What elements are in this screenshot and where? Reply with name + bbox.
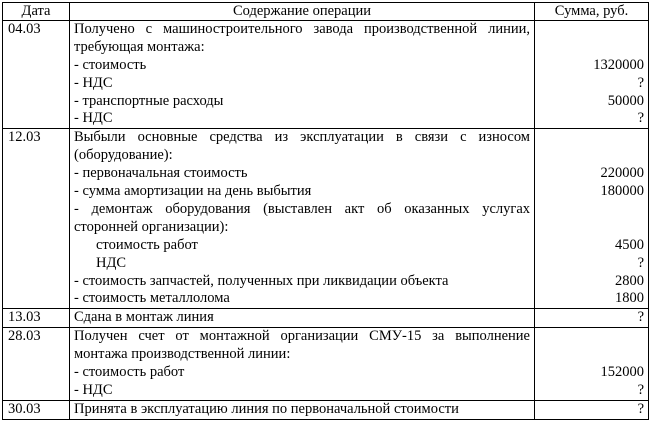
sum-value: ? bbox=[637, 74, 644, 91]
description-line: - стоимость металлолома bbox=[74, 290, 230, 307]
sum-spacer bbox=[535, 21, 644, 39]
table-row bbox=[3, 309, 649, 328]
description-line: - НДС bbox=[74, 381, 113, 398]
description-line: - стоимость bbox=[74, 56, 147, 73]
sum-value: ? bbox=[637, 400, 644, 417]
date-text: 30.03 bbox=[8, 400, 41, 417]
sum-value bbox=[535, 346, 644, 364]
operation-date bbox=[3, 129, 70, 309]
operation-date bbox=[3, 309, 70, 328]
description-line: Получен счет от монтажной организации СМУ-15 за выполнение монтажа производственной линии: bbox=[74, 328, 530, 363]
table-header-row bbox=[3, 3, 649, 21]
sum-value: 220000 bbox=[600, 165, 644, 182]
sum-value bbox=[535, 147, 644, 165]
operations-table bbox=[2, 2, 649, 420]
sum-value: 152000 bbox=[600, 364, 644, 381]
table-row bbox=[3, 328, 649, 401]
description-line: НДС bbox=[96, 254, 127, 271]
description-line: - транспортные расходы bbox=[74, 92, 224, 109]
description-line: Принята в эксплуатацию линия по первоначальной стоимости bbox=[74, 400, 459, 417]
operation-date bbox=[3, 400, 70, 419]
operation-sum bbox=[535, 309, 649, 328]
operation-date bbox=[3, 328, 70, 401]
operation-description bbox=[70, 328, 535, 401]
description-line: - НДС bbox=[74, 74, 113, 91]
table-row bbox=[3, 21, 649, 129]
sum-value: 1320000 bbox=[593, 56, 644, 73]
description-line: Сдана в монтаж линия bbox=[74, 309, 214, 326]
date-text: 13.03 bbox=[8, 309, 41, 326]
document bbox=[2, 2, 648, 420]
description-line: - сумма амортизации на день выбытия bbox=[74, 183, 312, 200]
operation-description bbox=[70, 129, 535, 309]
operation-description bbox=[70, 400, 535, 419]
sum-value: 50000 bbox=[607, 92, 644, 109]
header-sum: Сумма, руб. bbox=[535, 3, 649, 21]
description-line: Получено с машиностроительного завода производственной линии, требующая монтажа: bbox=[74, 21, 530, 55]
description-line: - демонтаж оборудования (выставлен акт об оказанных услугах сторонней организации): bbox=[74, 200, 530, 235]
description-line: - стоимость запчастей, полученных при ликвидации объекта bbox=[74, 272, 449, 289]
sum-value: ? bbox=[637, 381, 644, 398]
operation-date bbox=[3, 21, 70, 129]
sum-value: ? bbox=[637, 309, 644, 326]
table-row bbox=[3, 129, 649, 309]
operation-sum bbox=[535, 328, 649, 401]
sum-value: 2800 bbox=[615, 272, 644, 289]
date-text: 04.03 bbox=[8, 21, 41, 37]
date-text: 12.03 bbox=[8, 129, 41, 146]
operation-description bbox=[70, 21, 535, 129]
sum-value: ? bbox=[637, 254, 644, 271]
sum-spacer bbox=[535, 129, 644, 147]
sum-value bbox=[535, 39, 644, 57]
sum-value: 180000 bbox=[600, 183, 644, 200]
operation-sum bbox=[535, 21, 649, 129]
date-text: 28.03 bbox=[8, 328, 41, 345]
table-row bbox=[3, 400, 649, 419]
sum-value bbox=[535, 219, 644, 237]
description-line: - стоимость работ bbox=[74, 364, 185, 381]
operation-sum bbox=[535, 400, 649, 419]
sum-value: ? bbox=[637, 110, 644, 127]
description-line: - НДС bbox=[74, 110, 113, 127]
sum-spacer bbox=[535, 201, 644, 219]
sum-value: 1800 bbox=[615, 290, 644, 307]
description-line: - первоначальная стоимость bbox=[74, 165, 248, 182]
sum-spacer bbox=[535, 328, 644, 346]
description-line: Выбыли основные средства из эксплуатации в связи с износом (оборудование): bbox=[74, 129, 530, 164]
header-date: Дата bbox=[3, 3, 70, 21]
header-description: Содержание операции bbox=[70, 3, 535, 21]
sum-value: 4500 bbox=[615, 236, 644, 253]
operation-description bbox=[70, 309, 535, 328]
description-line: стоимость работ bbox=[96, 236, 198, 253]
operation-sum bbox=[535, 129, 649, 309]
